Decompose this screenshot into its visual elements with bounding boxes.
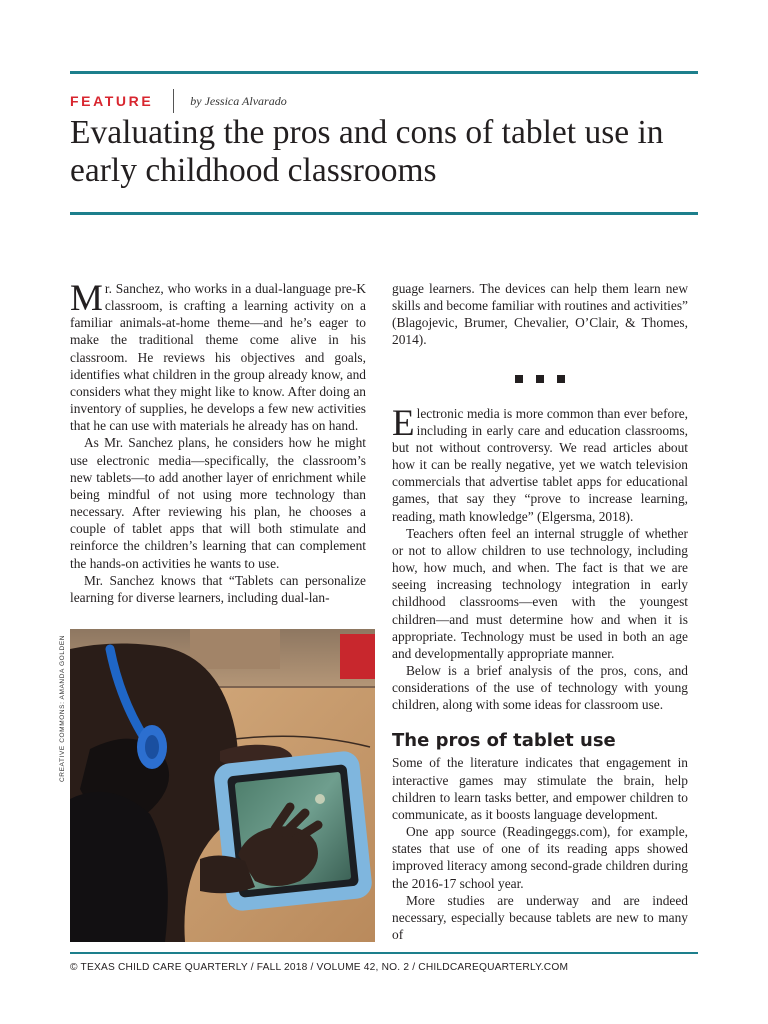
body-paragraph: Mr. Sanchez knows that “Tablets can personalize learning for diverse learners, including dual-lan- <box>70 572 366 605</box>
drop-cap: E <box>392 402 415 444</box>
square-icon <box>515 375 523 383</box>
section-break-ornament <box>392 375 688 383</box>
intro-paragraph <box>70 280 366 434</box>
continued-paragraph: guage learners. The devices can help them learn new skills and become familiar with routines and activities” (Blagojevic, Brumer, Chevalier, O’Clair, & Thomes, 2014). <box>392 281 688 348</box>
section-subhead: The pros of tablet use <box>392 730 616 752</box>
top-rule <box>70 71 698 74</box>
footer-rule <box>70 952 698 954</box>
photo-illustration <box>70 629 375 942</box>
section-kicker: FEATURE <box>70 93 154 109</box>
body-paragraph: One app source (Readingeggs.com), for example, states that use of one of its reading apps showed improved literacy among second-grade children during the 2016-17 school year. <box>392 824 688 891</box>
right-column <box>392 280 688 943</box>
body-paragraph: Below is a brief analysis of the pros, cons, and considerations of the use of technology with young children, along with some ideas for classroom use. <box>392 662 688 713</box>
article-title: Evaluating the pros and cons of tablet use in early childhood classrooms <box>70 114 664 189</box>
photo-credit: CREATIVE COMMONS: AMANDA GOLDEN <box>59 634 66 782</box>
intro-text: r. Sanchez, who works in a dual-language pre-K classroom, is crafting a learning activity on a familiar animals-at-home theme—and he’s eager to make the traditional theme come alive in his classroom. He reviews his objectives and goals, identifies what children in the group already know, and considers what they might like to know. After doing an inventory of supplies, he develops a few new activities that he can use with materials he already has on hand. <box>70 281 366 434</box>
body-paragraph: As Mr. Sanchez plans, he considers how he might use electronic media—specifically, the classroom’s new tablets—to add another layer of enrichment while being mindful of not using more technology than necessary. After reviewing his plan, he chooses a couple of tablet apps that will both stimulate and reinforce the children’s learning that can complement the hands-on activities he wants to use. <box>70 435 366 571</box>
left-column <box>70 280 366 606</box>
child-using-tablet-photo <box>70 629 375 942</box>
drop-cap: M <box>70 278 103 319</box>
body-paragraph: More studies are underway and are indeed necessary, especially because tablets are new to many of <box>392 892 688 942</box>
title-rule <box>70 212 698 215</box>
square-icon <box>536 375 544 383</box>
square-icon <box>557 375 565 383</box>
kicker-divider <box>173 89 174 113</box>
byline: by Jessica Alvarado <box>190 93 287 108</box>
header-row <box>70 88 287 114</box>
body-paragraph: Some of the literature indicates that engagement in interactive games may stimulate the brain, help children to learn tasks better, and empower children to communicate, as it boosts language development. <box>392 755 688 822</box>
body-paragraph: Teachers often feel an internal struggle of whether or not to allow children to use technology, including how, how much, and when. The fact is that we are seeing increasing technology integration in early childhood classrooms—even with the youngest children—and must determine how and when it is appropriate. Technology must be used in both an age and developmentally appropriate manner. <box>392 525 688 661</box>
electronic-media-paragraph <box>392 402 688 525</box>
footer-citation: © TEXAS CHILD CARE QUARTERLY / FALL 2018 / VOLUME 42, NO. 2 / CHILDCAREQUARTERLY.COM <box>70 962 569 973</box>
electronic-media-text: lectronic media is more common than ever before, including in early care and education classrooms, but not without controversy. We read articles about how it can be really negative, yet we watch television commercials that advertise tablet apps for educational games, that say they “prove to increase learning, reading, math knowledge” (Elgersma, 2018). <box>392 405 688 524</box>
